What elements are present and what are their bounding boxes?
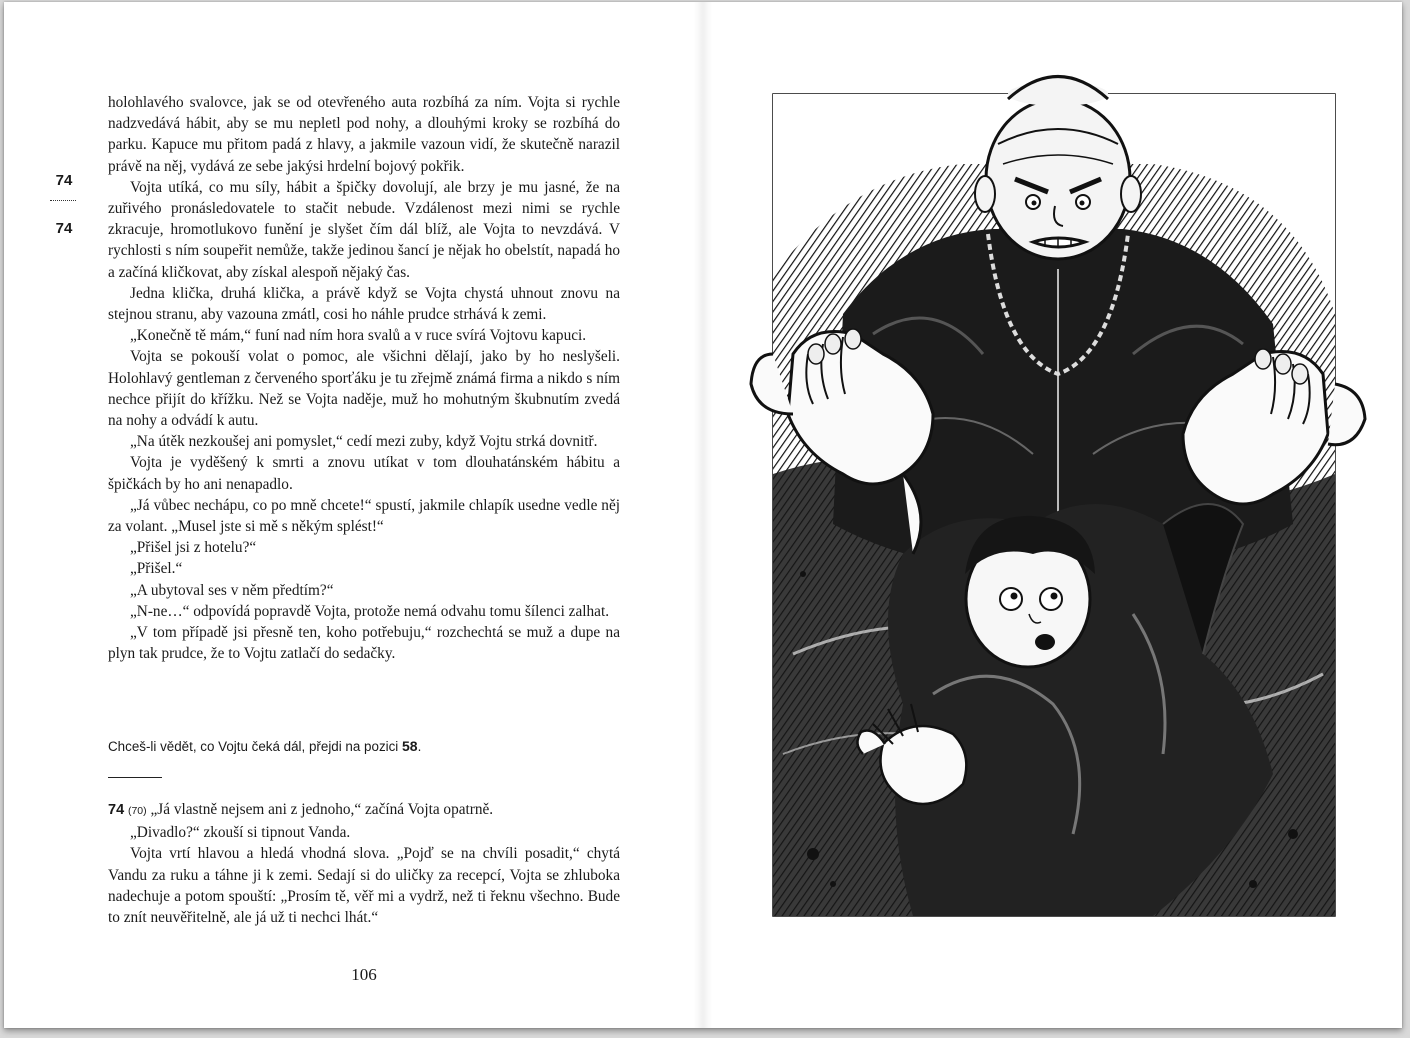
- section-reference: (70): [127, 805, 147, 817]
- page-number: 106: [351, 965, 377, 984]
- right-page: [703, 2, 1402, 1028]
- paragraph: Vojta je vyděšený k smrti a znovu utíkat v tom dlouhatánském hábitu a špičkách by ho ani nenapadlo.: [108, 454, 620, 493]
- paragraph: „Přišel.“: [130, 560, 183, 578]
- book-spread: [4, 2, 1402, 1028]
- paragraph: Jedna klička, druhá klička, a právě když se Vojta chystá uhnout znovu na stejnou stranu, aby vazouna zmátl, cosi ho náhle prudce strhává k zemi.: [108, 284, 620, 324]
- section-marker-bottom: 74: [55, 220, 73, 237]
- paragraph: Vojta utíká, co mu síly, hábit a špičky dovolují, ale brzy je mu jasné, že na zuřivého pronásledovatele to stačit nebude. Vzdálenost mezi nimi se rychle zkracuje, hromotlukovo funění je slyšet čím dál blíž, ale Vojta to nevzdává. V rychlosti s ním soupeřit nemůže, takže jedinou šancí je nějak ho obelstít, napadá ho a začíná kličkovat, aby získal alespoň nějaký čas.: [108, 178, 620, 281]
- paragraph: „N-ne…“ odpovídá popravdě Vojta, protože nemá odvahu tomu šílenci zalhat.: [130, 602, 610, 620]
- paragraph: „Přišel jsi z hotelu?“: [130, 539, 257, 557]
- marker-divider: [50, 200, 76, 208]
- main-text: [108, 92, 620, 664]
- choice-end: .: [417, 739, 422, 754]
- paragraph: „V tom případě jsi přesně ten, koho potřebuju,“ rozchechtá se muž a dupe na plyn tak prudce, že to Vojtu zatlačí do sedačky.: [108, 624, 620, 663]
- paragraph: „Já vůbec nechápu, co po mně chcete!“ spustí, jakmile chlapík usedne vedle něj za volant. „Musel jste si mě s někým splést!“: [108, 496, 620, 536]
- paragraph: „A ubytoval ses v něm předtím?“: [130, 581, 334, 599]
- choice-text: Chceš-li vědět, co Vojtu čeká dál, přejdi na pozici: [108, 739, 403, 754]
- paragraph: „Konečně tě mám,“ funí nad ním hora svalů a v ruce svírá Vojtovu kapuci.: [130, 327, 587, 345]
- section-first-paragraph: [108, 799, 620, 822]
- paragraph: Vojta vrtí hlavou a hledá vhodná slova. „Pojď se na chvíli posadit,“ chytá Vandu za ruku a táhne ji k zemi. Sedají si do uličky za recepcí, Vojta se zhluboka nadechuje a potom spouští: „Prosím tě, věř mi a vydrž, než ti řeknu všechno. Bude to znít neuvěřitelně, ale já už ti nechci lhát.“: [108, 845, 620, 927]
- paragraph: holohlavého svalovce, jak se od otevřeného auta rozbíhá za ním. Vojta si rychle nadzvedává hábit, aby se mu nepletl pod nohy, a dlouhými kroky se rozbíhá do parku. Kapuce mu přitom padá z hlavy, a jakmile vazoun vidí, že skutečně narazil právě na něj, vydává ze sebe jakýsi hrdelní bojový pokřik.: [108, 94, 620, 175]
- paragraph: „Divadlo?“ zkouší si tipnout Vanda.: [130, 824, 351, 842]
- choice-instruction: [108, 737, 620, 756]
- section-74-text: [108, 799, 620, 928]
- choice-link-58[interactable]: 58: [402, 738, 418, 754]
- section-divider: [108, 777, 162, 778]
- paragraph: Vojta se pokouší volat o pomoc, ale všichni dělají, jako by ho neslyšeli. Holohlavý gentleman z červeného sporťáku je tu zřejmě známá firma a nikdo s ním nechce přijít do křížku. Než se Vojta naděje, muž ho mohutným škubnutím zvedá na nohy a odvádí k autu.: [108, 348, 620, 430]
- left-page: [4, 2, 703, 1028]
- illustration: [773, 94, 1335, 916]
- ink-illustration-bald-man-grabbing-boy-icon: [733, 54, 1375, 954]
- section-marker-top: 74: [55, 172, 73, 189]
- section-number: 74: [108, 802, 125, 818]
- paragraph: „Na útěk nezkoušej ani pomyslet,“ cedí mezi zuby, když Vojtu strká dovnitř.: [130, 433, 598, 451]
- paragraph-text: „Já vlastně nejsem ani z jednoho,“ začíná Vojta opatrně.: [150, 801, 494, 818]
